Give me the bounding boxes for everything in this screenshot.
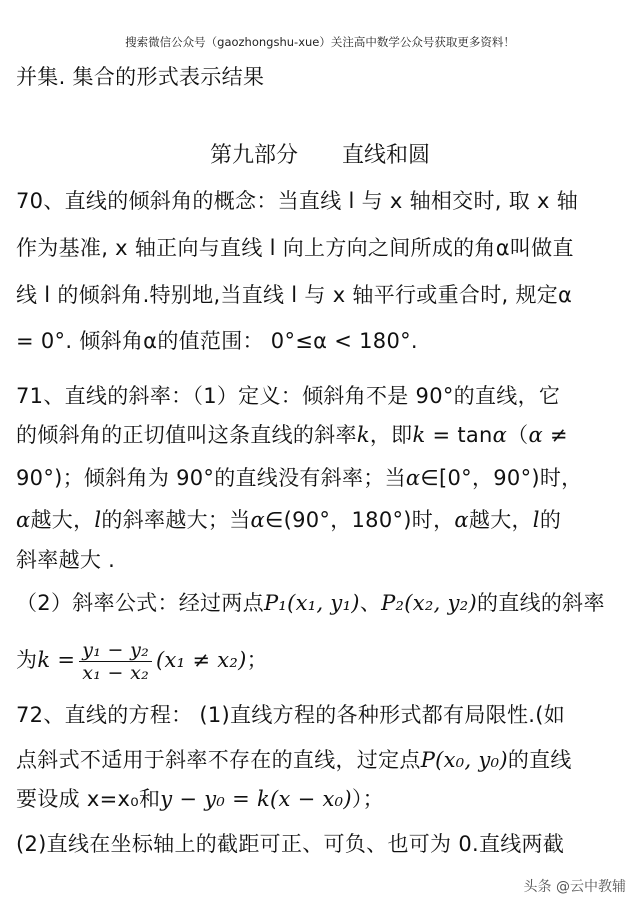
text: 越大， [468, 508, 533, 532]
section-part: 第九部分 [209, 143, 298, 168]
text: 的直线的斜率 [476, 591, 605, 615]
text: ，即 [369, 423, 413, 447]
text: 的 [539, 508, 562, 532]
item71-line3 [16, 463, 628, 493]
text: 要设成 x=x₀和 [16, 787, 161, 811]
math-l: l [532, 508, 540, 532]
item71-line7 [16, 630, 628, 690]
item71-line5: 斜率越大 . [16, 548, 116, 572]
math-alpha: α [528, 423, 543, 447]
item70-line1: 70、直线的倾斜角的概念：当直线 l 与 x 轴相交时, 取 x 轴 [16, 189, 579, 213]
item71-line1: 71、直线的斜率：（1）定义：倾斜角不是 90°的直线，它 [16, 384, 561, 408]
text: 的倾斜角的正切值叫这条直线的斜率 [16, 423, 357, 447]
math-l: l [94, 508, 102, 532]
text: = tan [425, 423, 493, 447]
item72-line4: (2)直线在坐标轴上的截距可正、可负、也可为 0.直线两截 [16, 832, 565, 856]
math-alpha: α [250, 508, 266, 532]
math-k: k [412, 423, 426, 447]
math-equation: y − y₀ = k(x − x₀) [160, 787, 352, 811]
math-point-p: P(x₀, y₀) [420, 748, 508, 772]
top-line: 并集. 集合的形式表示结果 [16, 65, 265, 89]
math-alpha: α [454, 508, 469, 532]
text: 的直线 [507, 748, 572, 772]
math-alpha: α [405, 466, 421, 490]
fraction-denominator: x₁ − x₂ [82, 661, 149, 684]
math-k-equals: k = [37, 648, 76, 672]
text: ）； [351, 787, 384, 811]
text: 、 [359, 591, 382, 615]
math-alpha: α [492, 423, 508, 447]
watermark-text: 头条 @云中教辅 [523, 879, 626, 895]
text: （2）斜率公式：经过两点 [16, 591, 264, 615]
item71-line2 [16, 420, 628, 450]
text: ∈[0°，90°)时， [420, 466, 583, 490]
section-heading [0, 140, 640, 172]
math-point-p1: P₁(x₁, y₁) [263, 591, 360, 615]
slope-fraction [79, 639, 152, 684]
text: 越大， [30, 508, 95, 532]
math-alpha: α [16, 508, 31, 532]
text: ≠ [542, 423, 568, 447]
math-point-p2: P₂(x₂, y₂) [381, 591, 477, 615]
section-title: 直线和圆 [342, 143, 431, 168]
watermark [524, 876, 626, 896]
math-k: k [356, 423, 370, 447]
item70-line4: = 0°. 倾斜角α的值范围： 0°≤α < 180°. [16, 329, 418, 353]
text: 90°)；倾斜角为 90°的直线没有斜率；当 [16, 466, 406, 490]
item72-line1: 72、直线的方程： (1)直线方程的各种形式都有局限性.(如 [16, 703, 566, 727]
text: 点斜式不适用于斜率不存在的直线，过定点 [16, 748, 421, 772]
item71-line6 [16, 588, 628, 618]
item72-line2 [16, 745, 628, 775]
text: 的斜率越大；当 [101, 508, 251, 532]
fraction-numerator: y₁ − y₂ [79, 639, 152, 662]
item70-line3: 线 l 的倾斜角.特别地,当直线 l 与 x 轴平行或重合时, 规定α [16, 283, 573, 307]
item70-line2: 作为基准, x 轴正向与直线 l 向上方向之间所成的角α叫做直 [16, 236, 574, 260]
item72-line3 [16, 784, 628, 814]
text: ∈(90°，180°)时， [265, 508, 455, 532]
text: 为 [16, 648, 38, 672]
header-notice: 搜索微信公众号（gaozhongshu-xue）关注高中数学公众号获取更多资料！ [125, 35, 515, 49]
text: （ [507, 423, 529, 447]
text: ； [246, 648, 268, 672]
math-condition: (x₁ ≠ x₂) [156, 648, 247, 672]
item71-line4 [16, 505, 628, 535]
